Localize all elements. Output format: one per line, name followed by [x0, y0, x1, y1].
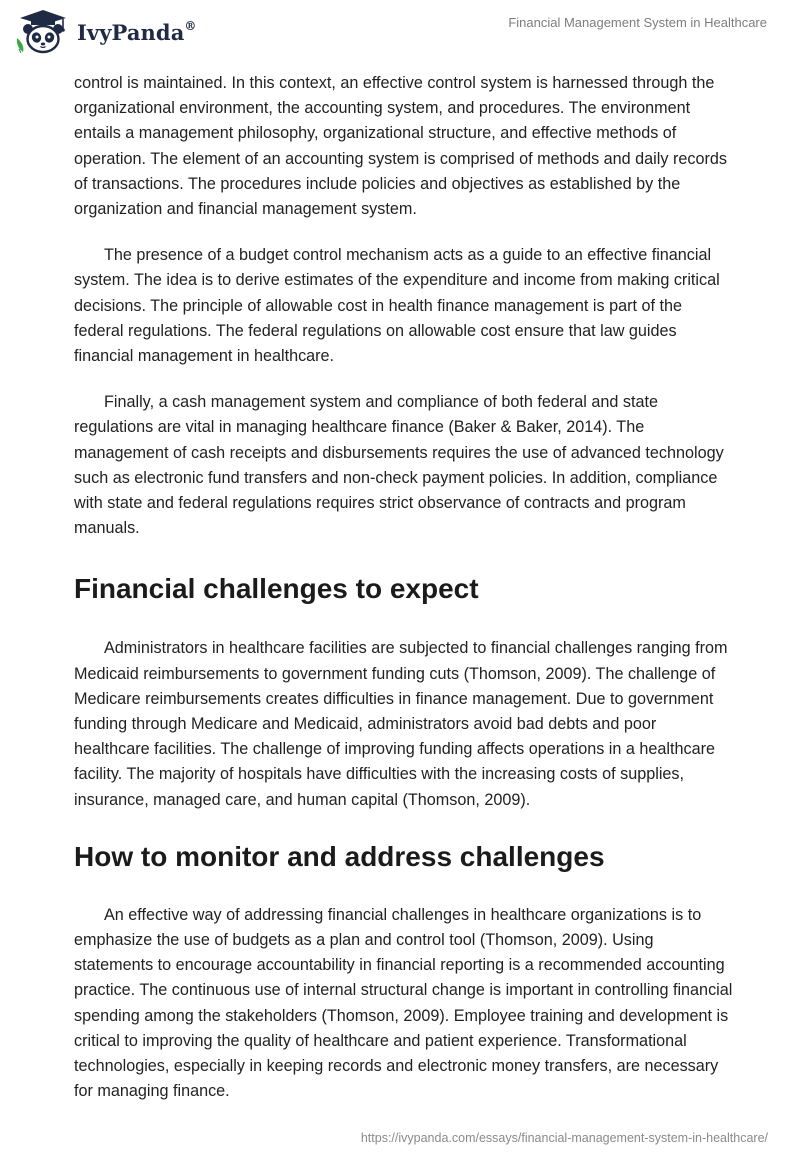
source-url[interactable]: https://ivypanda.com/essays/financial-management-system-in-healthcare/: [360, 1131, 768, 1145]
paragraph-3: Finally, a cash management system and compliance of both federal and state regulations are vital in managing healthcare finance (Baker & Baker, 2014). The management of cash receipts and disbursements requires the use of advanced technology such as electronic fund transfers and non-check payment policies. In addition, compliance with state and federal regulations requires strict observance of contracts and program manuals.: [74, 393, 724, 538]
brand-name: IvyPanda®: [77, 18, 197, 45]
document-title: Financial Management System in Healthcare: [508, 15, 767, 30]
paragraph-1: control is maintained. In this context, an effective control system is harnessed through the organizational environment, the accounting system, and procedures. The environment entails a management philosophy, organizational structure, and effective methods of operation. The element of an accounting system is comprised of methods and daily records of transactions. The procedures include policies and objectives as established by the organization and financial management system.: [74, 74, 727, 219]
paragraph-4: Administrators in healthcare facilities are subjected to financial challenges ranging from Medicaid reimbursements to government funding cuts (Thomson, 2009). The challenge of Medicare reimbursements creates difficulties in finance management. Due to government funding through Medicare and Medicaid, administrators avoid bad debts and poor healthcare facilities. The challenge of improving funding affects operations in a healthcare facility. The majority of hospitals have difficulties with the increasing costs of supplies, insurance, managed care, and human capital (Thomson, 2009).: [74, 639, 728, 809]
paragraph-2: The presence of a budget control mechanism acts as a guide to an effective financial system. The idea is to derive estimates of the expenditure and income from making critical decisions. The principle of allowable cost in health finance management is part of the federal regulations. The federal regulations on allowable cost ensure that law guides financial management in healthcare.: [74, 246, 720, 366]
section-heading-financial-challenges: Financial challenges to expect: [74, 573, 479, 605]
essay-content: [74, 71, 734, 1105]
ivypanda-logo[interactable]: [14, 8, 197, 56]
panda-graduate-icon: [14, 8, 72, 56]
section-heading-monitor-address: How to monitor and address challenges: [74, 840, 605, 872]
paragraph-5: An effective way of addressing financial challenges in healthcare organizations is to emphasize the use of budgets as a plan and control tool (Thomson, 2009). Using statements to encourage accountability in financial reporting is a recommended accounting practice. The continuous use of internal structural change is important in controlling financial spending among the stakeholders (Thomson, 2009). Employee training and development is critical to improving the quality of healthcare and patient experience. Transformational technologies, especially in keeping records and electronic money transfers, are necessary for managing finance.: [74, 905, 733, 1101]
page-header: [0, 0, 800, 64]
